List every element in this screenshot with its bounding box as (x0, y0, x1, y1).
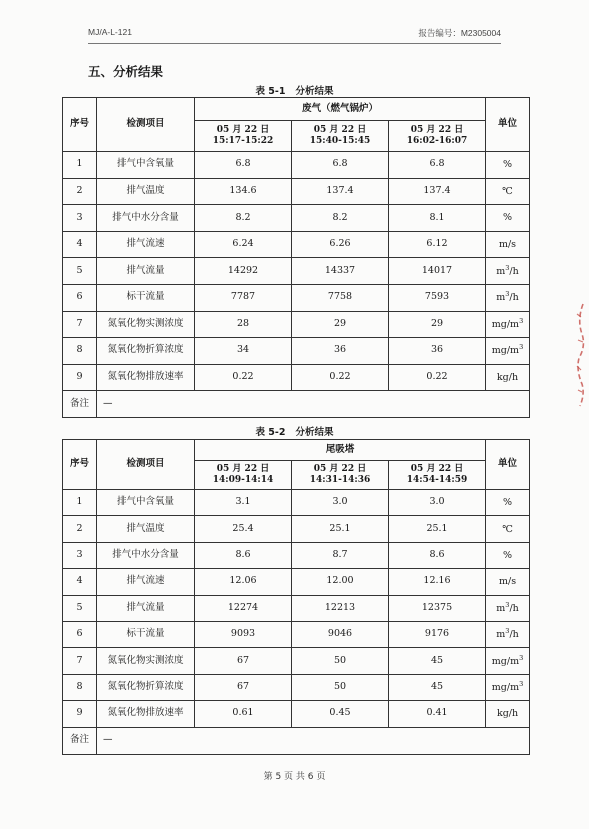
row-value-1: 25.4 (195, 516, 292, 542)
row-unit: % (486, 542, 530, 568)
header-group: 废气（燃气锅炉） (195, 98, 486, 121)
note-label: 备注 (63, 727, 97, 754)
header-item: 检测项目 (97, 440, 195, 490)
table-row (63, 258, 530, 285)
note-value: — (97, 391, 530, 418)
header-seq: 序号 (63, 440, 97, 490)
row-value-1: 28 (195, 311, 292, 338)
row-value-3: 0.22 (389, 364, 486, 391)
row-value-3: 25.1 (389, 516, 486, 542)
row-value-2: 9046 (292, 621, 389, 647)
row-value-3: 6.12 (389, 231, 486, 258)
row-unit: kg/h (486, 364, 530, 391)
row-number: 9 (63, 364, 97, 391)
row-value-1: 6.8 (195, 152, 292, 179)
row-item: 排气流速 (97, 231, 195, 258)
row-value-2: 8.7 (292, 542, 389, 568)
table-caption-text: 分析结果 (295, 86, 334, 97)
row-item: 标干流量 (97, 621, 195, 647)
page-footer: 第 5 页 共 6 页 (263, 772, 326, 782)
row-value-3: 36 (389, 338, 486, 365)
row-number: 8 (63, 674, 97, 700)
sample-2-header: 05 月 22 日 15:40-15:45 (292, 121, 389, 152)
note-value: — (97, 727, 530, 754)
row-value-1: 14292 (195, 258, 292, 285)
row-value-1: 67 (195, 648, 292, 674)
analysis-table-2 (62, 439, 530, 755)
row-value-2: 14337 (292, 258, 389, 285)
row-unit: $m^3/h$ (486, 284, 530, 311)
row-value-3: 0.41 (389, 701, 486, 727)
document-code: MJ/A-L-121 (88, 27, 132, 37)
row-value-3: 8.6 (389, 542, 486, 568)
row-value-2: 12213 (292, 595, 389, 621)
row-item: 标干流量 (97, 284, 195, 311)
row-value-3: 7593 (389, 284, 486, 311)
row-value-3: 3.0 (389, 490, 486, 516)
row-value-2: 8.2 (292, 205, 389, 232)
row-unit: % (486, 205, 530, 232)
row-number: 1 (63, 490, 97, 516)
row-item: 排气中含氧量 (97, 490, 195, 516)
table-caption-number: 表 5-2 (255, 427, 286, 438)
row-unit: $m^3/h$ (486, 621, 530, 647)
row-value-2: 36 (292, 338, 389, 365)
table-row (63, 674, 530, 700)
row-value-1: 8.2 (195, 205, 292, 232)
table-row (63, 490, 530, 516)
header-unit: 单位 (486, 440, 530, 490)
row-unit: % (486, 152, 530, 179)
row-value-2: 6.8 (292, 152, 389, 179)
row-value-2: 0.45 (292, 701, 389, 727)
row-value-2: 7758 (292, 284, 389, 311)
table-row (63, 152, 530, 179)
table-row (63, 311, 530, 338)
row-value-3: 6.8 (389, 152, 486, 179)
row-value-3: 45 (389, 648, 486, 674)
note-label: 备注 (63, 391, 97, 418)
table-caption-text: 分析结果 (295, 427, 334, 438)
row-item: 氮氧化物折算浓度 (97, 674, 195, 700)
row-item: 排气温度 (97, 178, 195, 205)
report-number: 报告编号：M2305004 (418, 28, 501, 38)
row-item: 氮氧化物实测浓度 (97, 311, 195, 338)
header-group: 尾吸塔 (195, 440, 486, 461)
row-unit: $mg/m^3$ (486, 648, 530, 674)
sample-2-header: 05 月 22 日 14:31-14:36 (292, 461, 389, 490)
row-value-3: 12375 (389, 595, 486, 621)
table-row (63, 569, 530, 595)
row-value-2: 6.26 (292, 231, 389, 258)
row-number: 3 (63, 542, 97, 568)
row-value-2: 29 (292, 311, 389, 338)
row-number: 9 (63, 701, 97, 727)
row-value-2: 137.4 (292, 178, 389, 205)
table-row (63, 595, 530, 621)
row-value-1: 12.06 (195, 569, 292, 595)
row-number: 2 (63, 516, 97, 542)
row-number: 3 (63, 205, 97, 232)
row-value-2: 0.22 (292, 364, 389, 391)
row-number: 5 (63, 258, 97, 285)
row-value-1: 8.6 (195, 542, 292, 568)
table-row (63, 542, 530, 568)
row-number: 5 (63, 595, 97, 621)
row-item: 排气流量 (97, 258, 195, 285)
sample-3-header: 05 月 22 日 14:54-14:59 (389, 461, 486, 490)
row-value-3: 137.4 (389, 178, 486, 205)
row-unit: m/s (486, 569, 530, 595)
page-header (88, 27, 501, 41)
row-value-1: 12274 (195, 595, 292, 621)
row-item: 氮氧化物排放速率 (97, 701, 195, 727)
sample-3-header: 05 月 22 日 16:02-16:07 (389, 121, 486, 152)
row-unit: $mg/m^3$ (486, 311, 530, 338)
sample-1-header: 05 月 22 日 14:09-14:14 (195, 461, 292, 490)
section-title: 五、分析结果 (88, 64, 164, 79)
table-caption-number: 表 5-1 (255, 86, 286, 97)
seal-stamp-icon (573, 300, 587, 410)
row-number: 8 (63, 338, 97, 365)
row-value-3: 9176 (389, 621, 486, 647)
row-value-1: 0.61 (195, 701, 292, 727)
header-seq: 序号 (63, 98, 97, 152)
row-unit: ℃ (486, 178, 530, 205)
row-number: 1 (63, 152, 97, 179)
row-value-2: 50 (292, 648, 389, 674)
row-item: 排气中水分含量 (97, 542, 195, 568)
table-row (63, 338, 530, 365)
row-item: 氮氧化物折算浓度 (97, 338, 195, 365)
table-caption-2 (0, 424, 589, 438)
row-value-2: 3.0 (292, 490, 389, 516)
row-item: 排气中含氧量 (97, 152, 195, 179)
row-number: 7 (63, 648, 97, 674)
table-row (63, 701, 530, 727)
table-row (63, 648, 530, 674)
header-unit: 单位 (486, 98, 530, 152)
row-unit: m/s (486, 231, 530, 258)
row-number: 4 (63, 231, 97, 258)
row-unit: $mg/m^3$ (486, 674, 530, 700)
row-value-1: 7787 (195, 284, 292, 311)
table-row (63, 231, 530, 258)
row-value-3: 45 (389, 674, 486, 700)
row-value-1: 67 (195, 674, 292, 700)
row-value-1: 9093 (195, 621, 292, 647)
row-value-2: 25.1 (292, 516, 389, 542)
analysis-table-1 (62, 97, 530, 418)
row-value-3: 29 (389, 311, 486, 338)
row-value-3: 8.1 (389, 205, 486, 232)
row-value-2: 12.00 (292, 569, 389, 595)
row-unit: $m^3/h$ (486, 595, 530, 621)
row-item: 氮氧化物实测浓度 (97, 648, 195, 674)
table-row (63, 364, 530, 391)
header-item: 检测项目 (97, 98, 195, 152)
row-value-1: 3.1 (195, 490, 292, 516)
row-number: 4 (63, 569, 97, 595)
row-unit: ℃ (486, 516, 530, 542)
header-divider (88, 43, 501, 44)
row-value-1: 134.6 (195, 178, 292, 205)
row-number: 6 (63, 621, 97, 647)
row-item: 排气流速 (97, 569, 195, 595)
row-value-3: 12.16 (389, 569, 486, 595)
row-item: 排气温度 (97, 516, 195, 542)
row-item: 排气中水分含量 (97, 205, 195, 232)
row-item: 排气流量 (97, 595, 195, 621)
row-item: 氮氧化物排放速率 (97, 364, 195, 391)
table-row (63, 621, 530, 647)
table-row (63, 284, 530, 311)
row-unit: % (486, 490, 530, 516)
table-row (63, 205, 530, 232)
row-value-3: 14017 (389, 258, 486, 285)
row-unit: kg/h (486, 701, 530, 727)
row-number: 7 (63, 311, 97, 338)
row-unit: $m^3/h$ (486, 258, 530, 285)
row-number: 6 (63, 284, 97, 311)
row-value-1: 0.22 (195, 364, 292, 391)
table-row (63, 516, 530, 542)
row-unit: $mg/m^3$ (486, 338, 530, 365)
row-number: 2 (63, 178, 97, 205)
row-value-2: 50 (292, 674, 389, 700)
table-row (63, 178, 530, 205)
row-value-1: 34 (195, 338, 292, 365)
sample-1-header: 05 月 22 日 15:17-15:22 (195, 121, 292, 152)
table-caption-1 (0, 83, 589, 97)
row-value-1: 6.24 (195, 231, 292, 258)
